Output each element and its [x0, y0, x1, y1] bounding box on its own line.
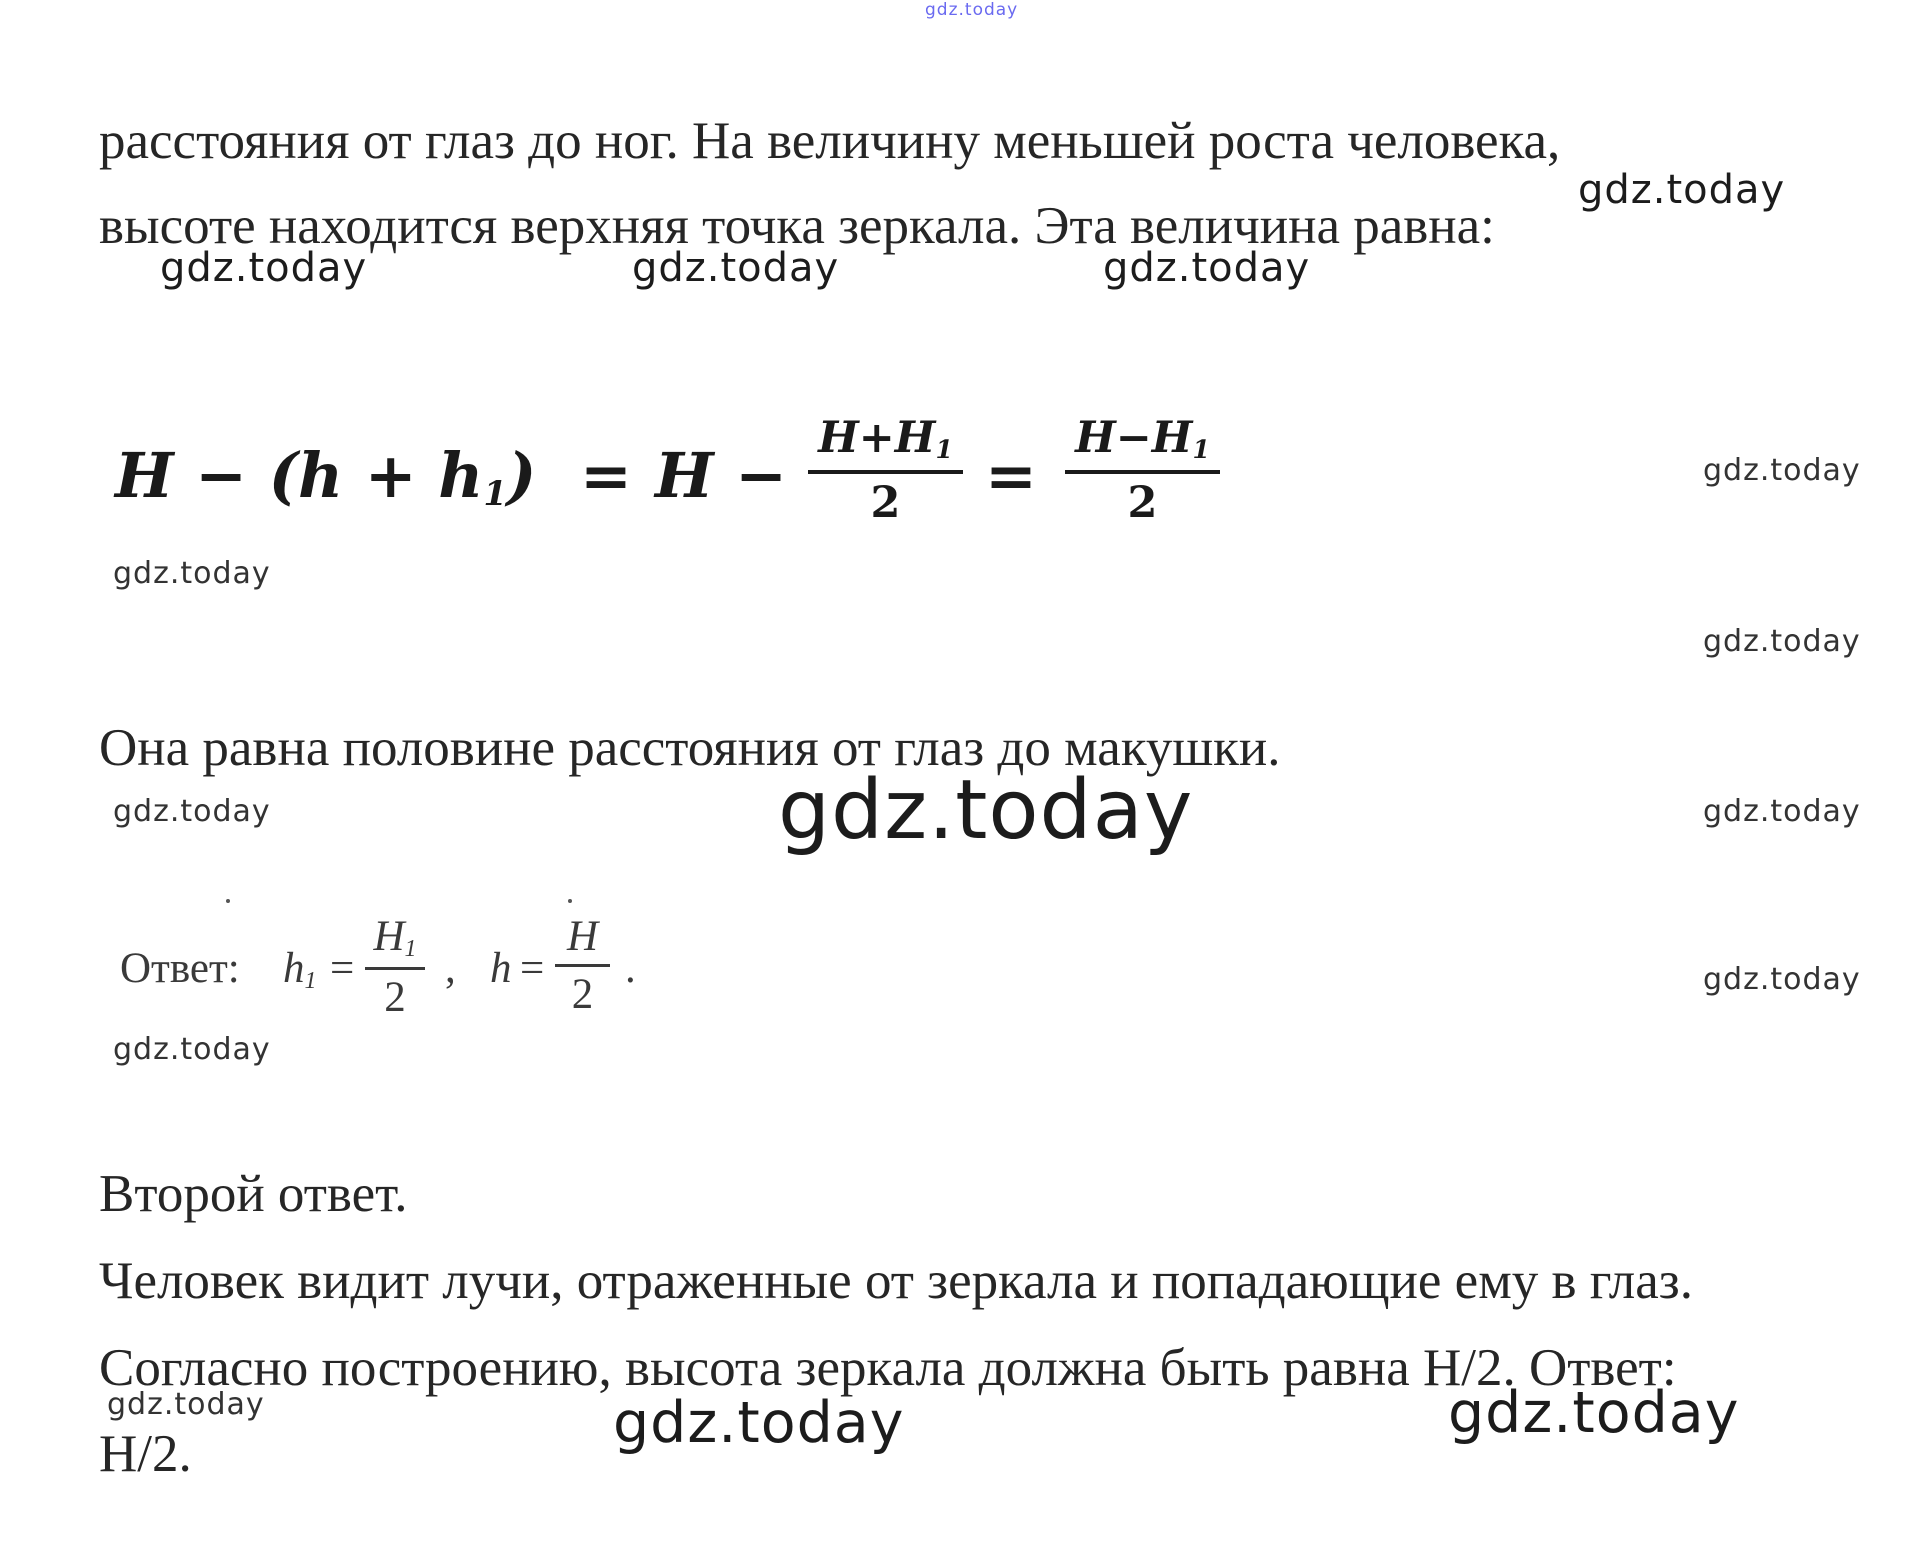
- watermark: gdz.today: [113, 556, 271, 591]
- text-line-2: высоте находится верхняя точка зеркала. Эта величина равна:: [99, 197, 1495, 255]
- watermark: gdz.today: [1703, 794, 1861, 829]
- watermark: gdz.today: [1578, 167, 1786, 213]
- watermark: gdz.today: [1703, 453, 1861, 488]
- answer-h: h: [490, 945, 512, 992]
- text-line-4: Второй ответ.: [99, 1165, 408, 1223]
- fraction-h1-over-2: $H_1$ 2: [365, 915, 425, 1019]
- comma: ,: [445, 945, 456, 992]
- watermark-large: gdz.today: [778, 763, 1194, 858]
- watermark: gdz.today: [1703, 962, 1861, 997]
- watermark: gdz.today: [107, 1387, 265, 1422]
- fraction-h-over-2: H 2: [555, 915, 610, 1016]
- watermark-medium: gdz.today: [613, 1390, 905, 1456]
- period: .: [625, 945, 636, 992]
- watermark: gdz.today: [113, 1032, 271, 1067]
- text-line-1: расстояния от глаз до ног. На величину меньшей роста человека,: [99, 112, 1561, 170]
- watermark: gdz.today: [113, 794, 271, 829]
- watermark-top: gdz.today: [925, 0, 1019, 20]
- equation-term: H −: [655, 439, 788, 512]
- fraction-h-minus-h1: $H-H_1$ 2: [1065, 417, 1220, 525]
- equation-lhs: $H - (h + h_1)$: [115, 439, 537, 514]
- text-line-5: Человек видит лучи, отраженные от зеркала и попадающие ему в глаз.: [99, 1252, 1693, 1310]
- answer-label: Ответ:: [120, 945, 240, 992]
- text-line-7: H/2.: [99, 1425, 192, 1483]
- watermark: gdz.today: [1103, 245, 1311, 291]
- fraction-h-plus-h1: $H+H_1$ 2: [808, 417, 963, 525]
- equals-sign: =: [520, 945, 545, 992]
- equals-sign: =: [985, 439, 1037, 512]
- equals-sign: =: [580, 439, 632, 512]
- watermark-medium: gdz.today: [1448, 1380, 1740, 1446]
- watermark: gdz.today: [1703, 624, 1861, 659]
- text-line-6: Согласно построению, высота зеркала должна быть равна H/2. Ответ:: [99, 1339, 1677, 1397]
- equals-sign: =: [330, 945, 355, 992]
- text-line-3: Она равна половине расстояния от глаз до макушки.: [99, 719, 1281, 777]
- answer-h1: $h_1$: [283, 945, 317, 994]
- watermark: gdz.today: [632, 245, 840, 291]
- watermark: gdz.today: [160, 245, 368, 291]
